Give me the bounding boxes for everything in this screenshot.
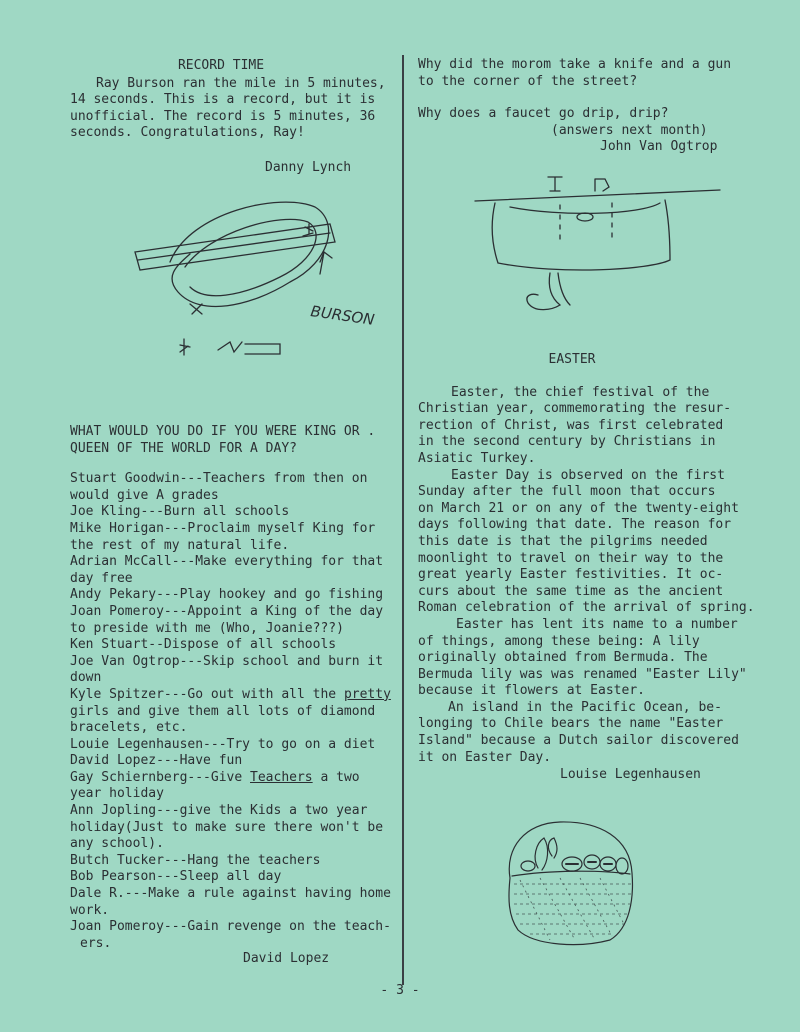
king-answer-line: Adrian McCall---Make everything for that — [70, 554, 384, 570]
kyle-text: Kyle Spitzer---Go out with all the — [70, 686, 344, 702]
king-answer-line: Joan Pomeroy---Gain revenge on the teach- — [70, 919, 391, 935]
easter-text-line: of things, among these being: A lily — [418, 633, 700, 649]
king-author: David Lopez — [243, 951, 330, 967]
king-answer-line: day free — [70, 570, 133, 586]
riddle-author: John Van Ogtrop — [600, 139, 718, 155]
easter-basket-drawing — [500, 818, 640, 950]
riddle-line: Why does a faucet go drip, drip? — [418, 106, 669, 122]
easter-text-line: Island" because a Dutch sailor discovered — [418, 733, 739, 749]
king-answer-line: down — [70, 670, 102, 686]
king-answer-line: to preside with me (Who, Joanie???) — [70, 620, 344, 636]
king-answer-line: girls and give them all lots of diamond — [70, 703, 376, 719]
king-answer-line: the rest of my natural life. — [70, 537, 290, 553]
king-answer-line: Louie Legenhausen---Try to go on a diet — [70, 736, 376, 752]
easter-text-line: Easter has lent its name to a number — [456, 616, 738, 632]
king-answer-line: Dale R.---Make a rule against having home — [70, 886, 391, 902]
king-heading-line: WHAT WOULD YOU DO IF YOU WERE KING OR . — [70, 424, 376, 439]
gay-text: Gay Schiernberg---Give — [70, 769, 251, 785]
king-heading-line: QUEEN OF THE WORLD FOR A DAY? — [70, 440, 297, 456]
king-answer-line: Ann Jopling---give the Kids a two year — [70, 803, 368, 819]
easter-text-line: Easter Day is observed on the first — [451, 467, 725, 483]
easter-title: EASTER — [548, 352, 596, 367]
king-answer-line: David Lopez---Have fun — [70, 753, 243, 769]
kyle-underlined: pretty — [343, 686, 391, 702]
king-answer-line: would give A grades — [70, 487, 219, 503]
record-line: seconds. Congratulations, Ray! — [70, 125, 305, 141]
king-answer-line: Stuart Goodwin---Teachers from then on — [70, 471, 368, 487]
easter-text-line: Christian year, commemorating the resur- — [418, 401, 732, 417]
record-author: Danny Lynch — [265, 159, 352, 175]
easter-text-line: great yearly Easter festivities. It oc- — [418, 567, 724, 583]
easter-text-line: Bermuda lily was was renamed "Easter Lily" — [418, 666, 747, 682]
page-number: - 3 - — [380, 983, 420, 998]
easter-section — [418, 352, 755, 784]
easter-text-line: curs about the same time as the ancient — [418, 583, 724, 599]
easter-text-line: days following that date. The reason for — [418, 517, 732, 533]
easter-text-line: Easter, the chief festival of the — [451, 384, 710, 400]
gay-text-after: a two — [312, 769, 360, 785]
easter-text-line: Asiatic Turkey. — [418, 450, 536, 466]
king-answer-line: Mike Horigan---Proclaim myself King for — [70, 520, 376, 536]
king-answer-line: Butch Tucker---Hang the teachers — [70, 852, 321, 868]
faucet-sink-drawing — [420, 165, 730, 325]
burson-label: BURSON — [309, 302, 376, 329]
riddles-section — [418, 57, 748, 156]
king-answer-line: year holiday — [70, 786, 164, 802]
king-answer-line: Joe Kling---Burn all schools — [70, 504, 290, 520]
easter-text-line: this date is that the pilgrims needed — [418, 533, 708, 549]
record-line: unofficial. The record is 5 minutes, 36 — [70, 108, 376, 124]
riddle-answers-note: (answers next month) — [551, 122, 708, 138]
king-answer-line: ers. — [80, 935, 112, 951]
easter-text-line: it on Easter Day. — [418, 749, 552, 765]
king-answer-line — [70, 770, 392, 787]
easter-text-line: longing to Chile bears the name "Easter — [418, 716, 724, 732]
left-column — [70, 58, 392, 177]
gay-underlined: Teachers — [250, 769, 313, 785]
king-answer-line: Joe Van Ogtrop---Skip school and burn it — [70, 653, 384, 669]
king-answer-line — [70, 687, 392, 704]
king-answer-line: Bob Pearson---Sleep all day — [70, 869, 282, 885]
easter-text-line: because it flowers at Easter. — [418, 683, 645, 699]
easter-text-line: An island in the Pacific Ocean, be- — [448, 699, 722, 715]
king-answer-line: bracelets, etc. — [70, 720, 188, 736]
easter-author: Louise Legenhausen — [560, 767, 701, 783]
king-answer-line: Joan Pomeroy---Appoint a King of the day — [70, 603, 384, 619]
king-section — [70, 424, 392, 968]
king-answer-line: any school). — [70, 836, 164, 852]
easter-text-line: Sunday after the full moon that occurs — [418, 484, 716, 500]
record-line: 14 seconds. This is a record, but it is — [70, 92, 376, 108]
record-title: RECORD TIME — [177, 58, 265, 73]
easter-text-line: Roman celebration of the arrival of spring. — [418, 600, 755, 616]
king-answer-line: Ken Stuart--Dispose of all schools — [70, 637, 337, 653]
easter-text-line: moonlight to travel on their way to the — [418, 550, 724, 566]
easter-text-line: on March 21 or on any of the twenty-eight — [418, 500, 739, 516]
column-divider — [402, 55, 404, 985]
easter-text-line: rection of Christ, was first celebrated — [418, 417, 724, 433]
easter-text-line: originally obtained from Bermuda. The — [418, 650, 708, 666]
riddle-line: Why did the morom take a knife and a gun — [418, 57, 732, 72]
runner-track-drawing — [130, 192, 390, 367]
king-answer-line: Andy Pekary---Play hookey and go fishing — [70, 587, 384, 603]
king-answer-line: work. — [70, 902, 110, 918]
record-line: Ray Burson ran the mile in 5 minutes, — [96, 75, 386, 91]
easter-text-line: in the second century by Christians in — [418, 434, 716, 450]
king-answer-line: holiday(Just to make sure there won't be — [70, 819, 384, 835]
riddle-line: to the corner of the street? — [418, 73, 638, 89]
